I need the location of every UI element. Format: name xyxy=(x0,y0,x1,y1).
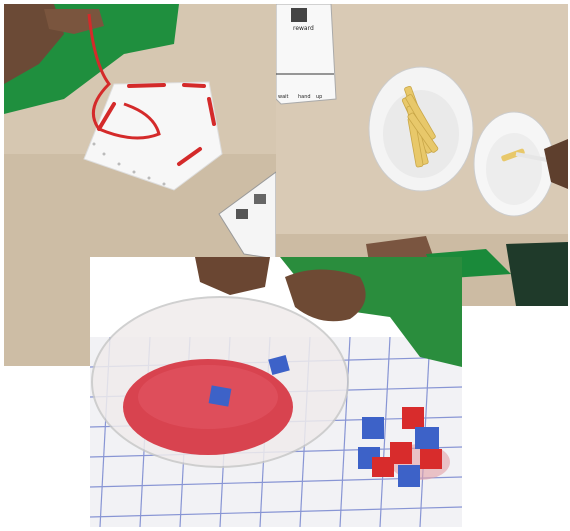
blue-cube xyxy=(398,465,420,487)
card-label-hand: hand xyxy=(298,94,311,100)
jelly-cubes-photo xyxy=(90,257,462,527)
blue-cube xyxy=(415,427,439,449)
red-cube xyxy=(372,457,394,477)
red-cube xyxy=(402,407,424,429)
card-label-reward: reward xyxy=(293,25,314,32)
blue-cube xyxy=(209,385,232,406)
card-label-wait: wait xyxy=(278,94,289,100)
card-label-up: up xyxy=(316,94,323,100)
blue-cube xyxy=(362,417,384,439)
red-cube xyxy=(420,449,442,469)
